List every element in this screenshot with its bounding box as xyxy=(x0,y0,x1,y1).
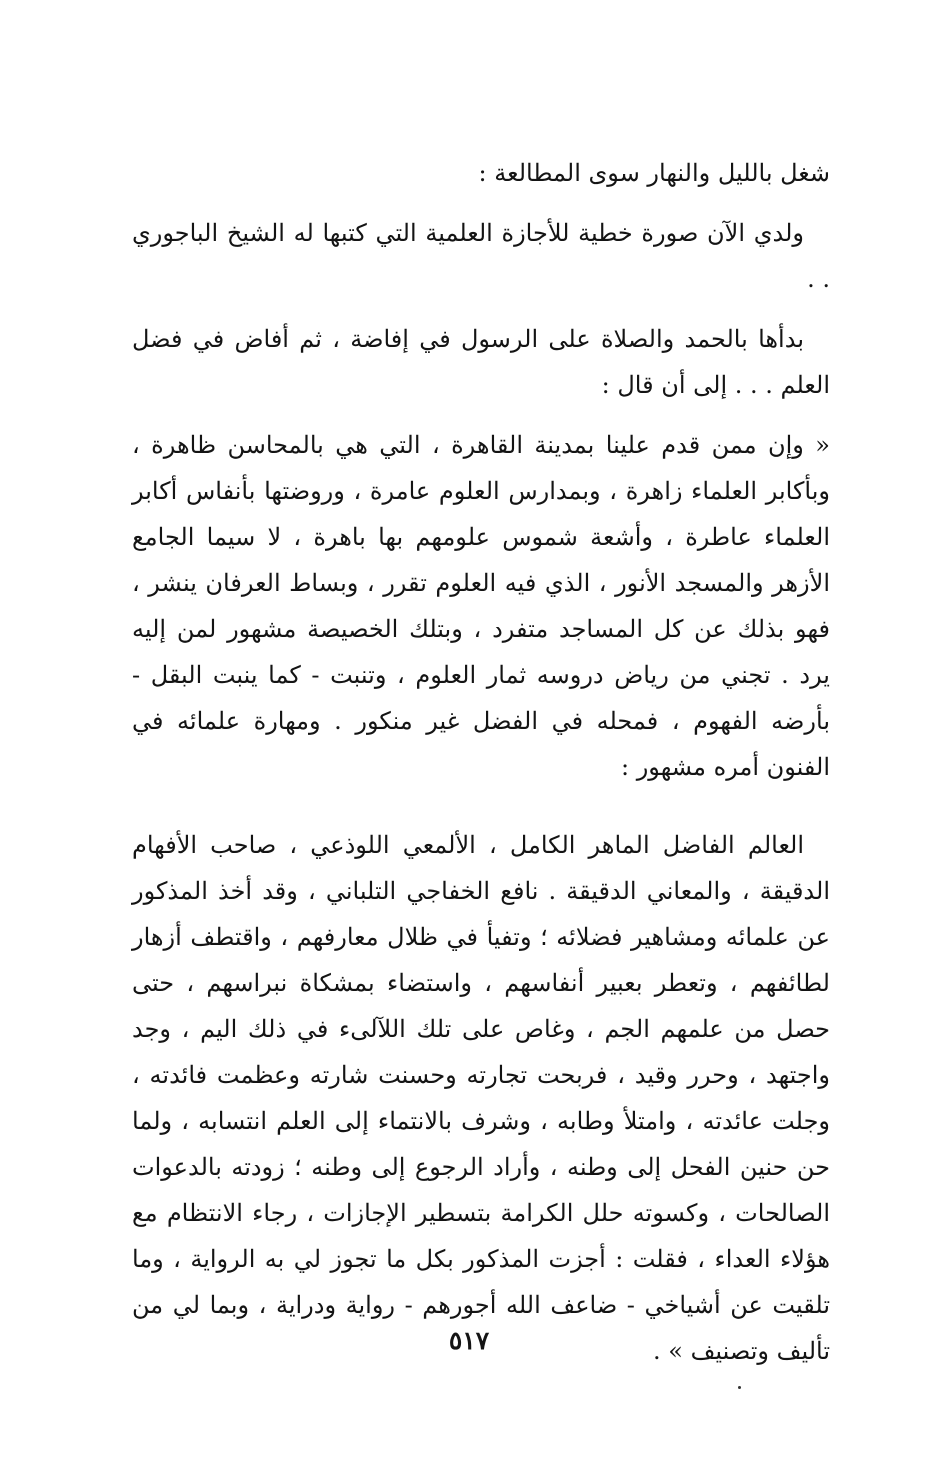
page-number: ٥١٧ xyxy=(448,1326,490,1355)
paragraph-quote-scholar: العالم الفاضل الماهر الكامل ، الألمعي اللوذعي ، صاحب الأفهام الدقيقة ، والمعاني الدقيقة . نافع الخفاجي التلباني ، وقد أخذ المذكور عن علمائه ومشاهير فضلائه ؛ وتفيأ في ظلال معارفهم ، واقتطف أزهار لطائفهم ، وتعطر بعبير أنفاسهم ، واستضاء بمشكاة نبراسهم ، حتى حصل من علمهم الجم ، وغاص على تلك اللآلىء في ذلك اليم ، وجد واجتهد ، وحرر وقيد ، فربحت تجارته وحسنت شارته وعظمت فائدته ، وجلت عائدته ، وامتلأ وطابه ، وشرف بالانتماء إلى العلم انتسابه ، ولما حن حنين الفحل إلى وطنه ، وأراد الرجوع إلى وطنه ؛ زودته بالدعوات الصالحات ، وكسوته حلل الكرامة بتسطير الإجازات ، رجاء الانتظام مع هؤلاء العداء ، فقلت : أجزت المذكور بكل ما تجوز لي به الرواية ، وما تلقيت عن أشياخي - ضاعف الله أجورهم - رواية ودراية ، وبما لي من تأليف وتصنيف » . xyxy=(132,831,830,1365)
paper-speck xyxy=(738,1386,741,1389)
paragraph-quote-cairo: « وإن ممن قدم علينا بمدينة القاهرة ، التي هي بالمحاسن ظاهرة ، وبأكابر العلماء زاهرة ، وبمدارس العلوم عامرة ، وروضتها بأنفاس أكابر العلماء عاطرة ، وأشعة شموس علومهم بها باهرة ، لا سيما الجامع الأزهر والمسجد الأنور ، الذي فيه العلوم تقرر ، وبساط العرفان ينشر ، فهو بذلك عن كل المساجد متفرد ، وبتلك الخصيصة مشهور لمن إليه يرد . تجني من رياض دروسه ثمار العلوم ، وتنبت - كما ينبت البقل - بأرضه الفهوم ، فمحله في الفضل غير منكور . ومهارة علمائه في الفنون أمره مشهور : xyxy=(132,431,830,781)
paragraph-intro: شغل بالليل والنهار سوى المطالعة : xyxy=(478,159,830,187)
body-text xyxy=(132,150,830,1388)
paragraph-opening: بدأها بالحمد والصلاة على الرسول في إفاضة ، ثم أفاض في فضل العلم . . . إلى أن قال : xyxy=(132,325,830,399)
paragraph-manuscript: ولدي الآن صورة خطية للأجازة العلمية التي كتبها له الشيخ الباجوري . . xyxy=(132,219,830,293)
